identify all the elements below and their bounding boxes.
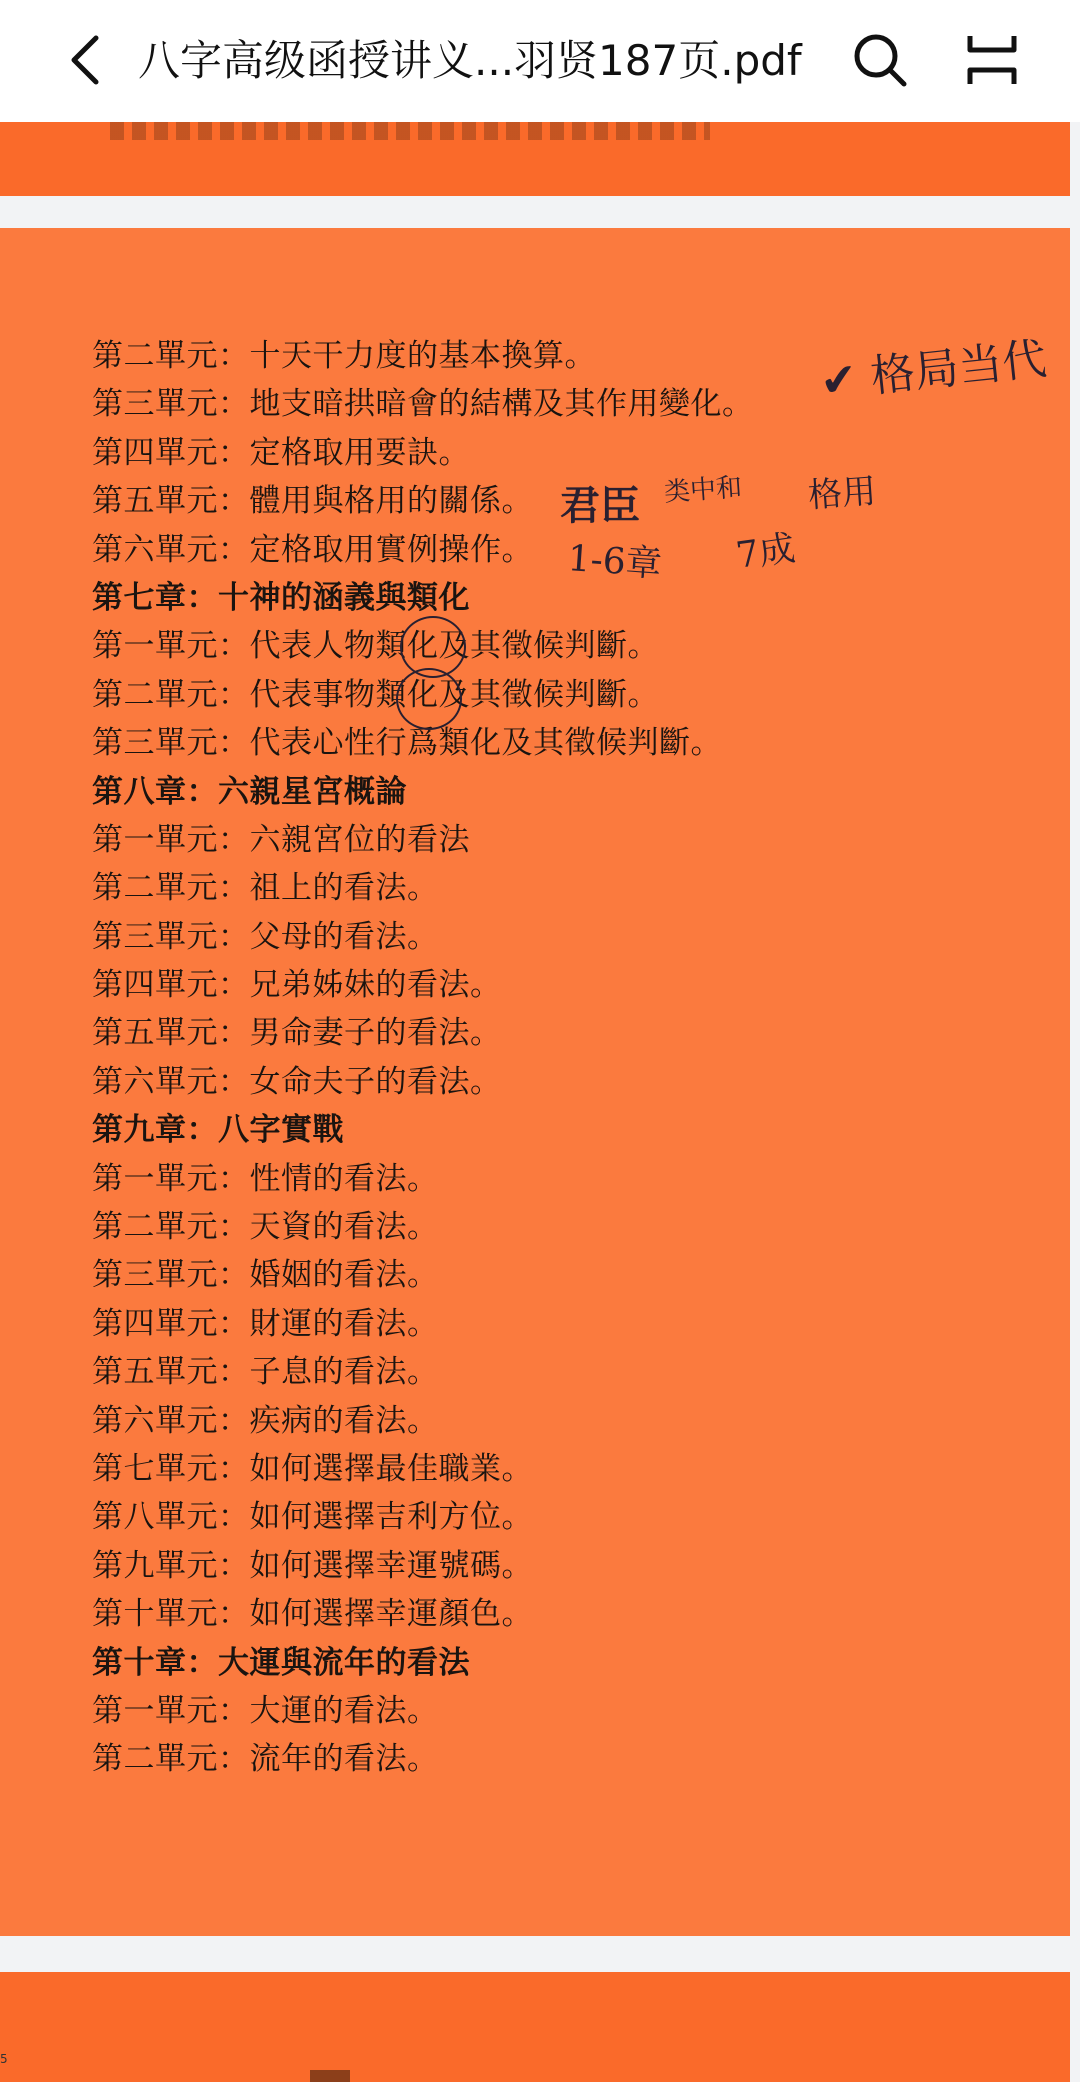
next-page[interactable] bbox=[0, 1972, 1070, 2082]
page-edge-mark: 5 bbox=[0, 2052, 8, 2066]
pdf-page[interactable] bbox=[0, 228, 1070, 1936]
unit-line: 第二單元：祖上的看法。 bbox=[92, 870, 439, 907]
document-title: 八字高级函授讲义...羽贤187页.pdf bbox=[138, 36, 802, 85]
unit-line: 第十單元：如何選擇幸運顏色。 bbox=[92, 1596, 533, 1633]
back-button[interactable] bbox=[56, 30, 116, 90]
chapter-heading: 第十章：大運與流年的看法 bbox=[92, 1644, 470, 1681]
unit-line: 第六單元：疾病的看法。 bbox=[92, 1402, 439, 1439]
unit-line: 第四單元：兄弟姊妹的看法。 bbox=[92, 967, 502, 1004]
unit-line: 第二單元：代表事物類化及其徵候判斷。 bbox=[92, 676, 659, 713]
unit-line: 第九單元：如何選擇幸運號碼。 bbox=[92, 1547, 533, 1584]
back-arrow-icon bbox=[66, 32, 106, 88]
handwritten-note: 1-6章 bbox=[566, 538, 663, 586]
handwritten-note: 格用 bbox=[806, 471, 878, 516]
unit-line: 第二單元：十天干力度的基本換算。 bbox=[92, 338, 596, 374]
unit-line: 第八單元：如何選擇吉利方位。 bbox=[92, 1499, 533, 1536]
expand-icon bbox=[964, 32, 1020, 88]
unit-line: 第六單元：女命夫子的看法。 bbox=[92, 1063, 502, 1100]
unit-line: 第一單元：六親宮位的看法 bbox=[92, 821, 470, 858]
handwritten-note: 君臣 bbox=[560, 482, 640, 529]
unit-line: 第三單元：地支暗拱暗會的結構及其作用變化。 bbox=[92, 386, 754, 423]
previous-page-text-fragment bbox=[110, 122, 710, 140]
unit-line: 第一單元：代表人物類化及其徵候判斷。 bbox=[92, 628, 659, 665]
unit-line: 第三單元：代表心性行爲類化及其徵候判斷。 bbox=[92, 725, 722, 762]
chapter-heading: 第八章：六親星宮概論 bbox=[92, 773, 407, 810]
expand-button[interactable] bbox=[962, 30, 1022, 90]
unit-line: 第二單元：流年的看法。 bbox=[92, 1741, 439, 1778]
unit-line: 第三單元：婚姻的看法。 bbox=[92, 1257, 439, 1294]
unit-line: 第一單元：性情的看法。 bbox=[92, 1160, 439, 1197]
unit-line: 第四單元：財運的看法。 bbox=[92, 1305, 439, 1342]
search-icon bbox=[850, 30, 910, 90]
chapter-heading: 第七章：十神的涵義與類化 bbox=[92, 579, 470, 616]
unit-line: 第七單元：如何選擇最佳職業。 bbox=[92, 1450, 533, 1487]
unit-line: 第五單元：體用與格用的關係。 bbox=[92, 483, 533, 520]
unit-line: 第五單元：男命妻子的看法。 bbox=[92, 1015, 502, 1052]
previous-page[interactable] bbox=[0, 122, 1070, 196]
unit-line: 第一單元：大運的看法。 bbox=[92, 1692, 439, 1729]
next-page-text-fragment bbox=[310, 2070, 350, 2082]
handwritten-note: ✔ 格局当代 bbox=[817, 333, 1049, 408]
chapter-heading: 第九章：八字實戰 bbox=[92, 1112, 344, 1149]
handwritten-circle-mark bbox=[396, 668, 462, 730]
handwritten-note: 7成 bbox=[733, 527, 798, 577]
unit-line: 第四單元：定格取用要訣。 bbox=[92, 434, 470, 471]
search-button[interactable] bbox=[848, 28, 912, 92]
unit-line: 第三單元：父母的看法。 bbox=[92, 918, 439, 955]
top-bar bbox=[0, 0, 1080, 122]
unit-line: 第六單元：定格取用實例操作。 bbox=[92, 531, 533, 568]
unit-line: 第二單元：天資的看法。 bbox=[92, 1209, 439, 1246]
unit-line: 第五單元：子息的看法。 bbox=[92, 1354, 439, 1391]
handwritten-note: 类中和 bbox=[663, 472, 744, 508]
